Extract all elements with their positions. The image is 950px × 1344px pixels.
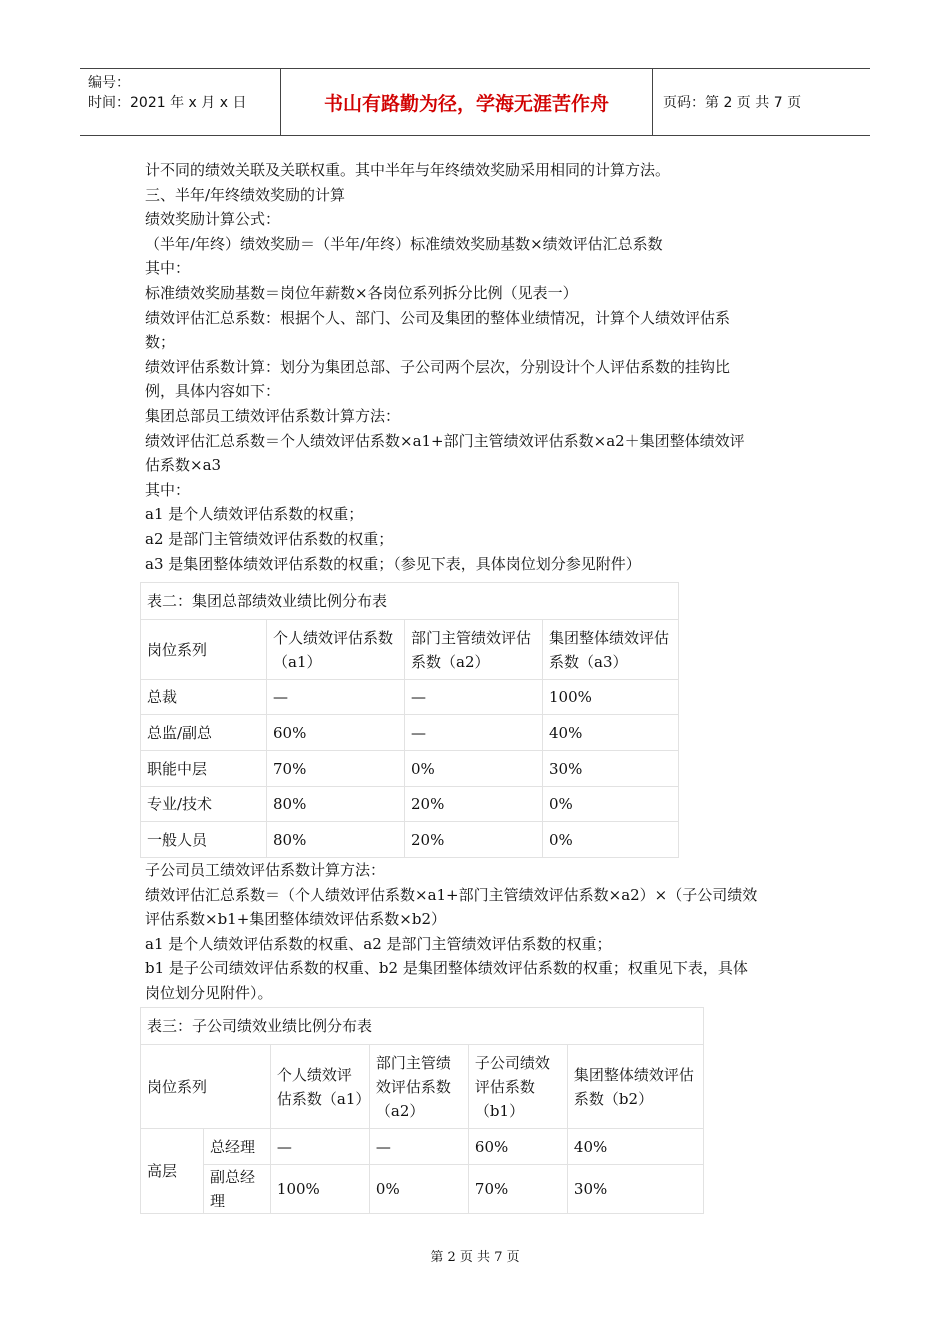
table-header-cell: 集团整体绩效评估系数（b2） <box>567 1045 703 1129</box>
table-cell: 80% <box>267 822 405 858</box>
table-cell: 80% <box>267 787 405 822</box>
table-row <box>141 822 679 858</box>
table-cell: 30% <box>567 1165 703 1214</box>
table-row <box>141 751 679 787</box>
table-cell: 60% <box>267 715 405 751</box>
number-label: 编号： <box>88 75 130 91</box>
table-row <box>141 1165 704 1214</box>
table-cell: 20% <box>405 787 543 822</box>
formula-line: 绩效评估汇总系数＝个人绩效评估系数×a1+部门主管绩效评估系数×a2＋集团整体绩效评 <box>145 431 745 450</box>
page-footer: 第 2 页 共 7 页 <box>430 1250 520 1265</box>
table-caption: 表三：子公司绩效业绩比例分布表 <box>141 1008 704 1045</box>
table-row <box>141 1129 704 1165</box>
table-cell: — <box>405 680 543 715</box>
table-cell: 0% <box>543 787 679 822</box>
paragraph-line: 数； <box>145 333 176 352</box>
paragraph-line: a1 是个人绩效评估系数的权重、a2 是部门主管绩效评估系数的权重； <box>145 934 612 953</box>
table-caption: 表二：集团总部绩效业绩比例分布表 <box>141 583 679 620</box>
table-cell: 100% <box>270 1165 369 1214</box>
formula-line: 标准绩效奖励基数＝岗位年薪数×各岗位系列拆分比例（见表一） <box>145 283 578 302</box>
table-cell: — <box>405 715 543 751</box>
paragraph-line: b1 是子公司绩效评估系数的权重、b2 是集团整体绩效评估系数的权重；权重见下表，具体 <box>145 959 748 978</box>
table-group-hq-ratio <box>140 582 679 858</box>
paragraph-line: 绩效评估系数计算：划分为集团总部、子公司两个层次，分别设计个人评估系数的挂钩比 <box>145 357 731 376</box>
table-row <box>141 787 679 822</box>
table-cell: 100% <box>543 680 679 715</box>
paragraph-line: a3 是集团整体绩效评估系数的权重；（参见下表，具体岗位划分参见附件） <box>145 554 641 573</box>
table-cell: 副总经理 <box>204 1165 271 1214</box>
table-cell: 一般人员 <box>141 822 267 858</box>
section-heading: 三、半年/年终绩效奖励的计算 <box>145 185 346 204</box>
table-cell: 职能中层 <box>141 751 267 787</box>
paragraph-line: 其中： <box>145 480 191 499</box>
table-header-cell: 岗位系列 <box>141 620 267 680</box>
table-group-cell: 高层 <box>141 1129 204 1214</box>
header-page-info: 页码：第 2 页 共 7 页 <box>663 95 802 111</box>
body-text-2 <box>145 858 805 1006</box>
table-subsidiary-ratio <box>140 1007 704 1214</box>
table-header-cell: 部门主管绩效评估系数（a2） <box>405 620 543 680</box>
table-cell: — <box>270 1129 369 1165</box>
table-header-cell: 部门主管绩效评估系数（a2） <box>369 1045 468 1129</box>
paragraph-line: 例，具体内容如下： <box>145 382 281 401</box>
table-row <box>141 715 679 751</box>
formula-line: （半年/年终）绩效奖励＝（半年/年终）标准绩效奖励基数×绩效评估汇总系数 <box>145 234 663 253</box>
table-cell: 70% <box>468 1165 567 1214</box>
table-row <box>141 680 679 715</box>
table-header-cell: 个人绩效评估系数（a1） <box>270 1045 369 1129</box>
table-cell: 专业/技术 <box>141 787 267 822</box>
formula-line: 评估系数×b1+集团整体绩效评估系数×b2） <box>145 910 446 929</box>
table-cell: 0% <box>405 751 543 787</box>
paragraph-line: a2 是部门主管绩效评估系数的权重； <box>145 529 394 548</box>
table-cell: 20% <box>405 822 543 858</box>
table-cell: — <box>267 680 405 715</box>
paragraph-line: 计不同的绩效关联及关联权重。其中半年与年终绩效奖励采用相同的计算方法。 <box>145 161 671 179</box>
header-motto: 书山有路勤为径，学海无涯苦作舟 <box>281 69 653 135</box>
formula-line: 绩效评估汇总系数＝（个人绩效评估系数×a1+部门主管绩效评估系数×a2）×（子公司绩效 <box>145 885 758 904</box>
header-meta <box>80 69 281 135</box>
table-header-cell: 集团整体绩效评估系数（a3） <box>543 620 679 680</box>
paragraph-line: 岗位划分见附件）。 <box>145 983 273 1002</box>
body-text <box>145 158 805 576</box>
table-cell: 30% <box>543 751 679 787</box>
table-cell: 总经理 <box>204 1129 271 1165</box>
table-cell: 总裁 <box>141 680 267 715</box>
table-header-cell: 岗位系列 <box>141 1045 271 1129</box>
paragraph-line: 集团总部员工绩效评估系数计算方法： <box>145 406 401 425</box>
paragraph-line: 绩效奖励计算公式： <box>145 210 281 229</box>
paragraph-line: a1 是个人绩效评估系数的权重； <box>145 505 364 524</box>
formula-line: 估系数×a3 <box>145 456 222 475</box>
time-label: 时间：2021 年 x 月 x 日 <box>88 95 247 111</box>
document-header <box>80 68 870 136</box>
paragraph-line: 绩效评估汇总系数：根据个人、部门、公司及集团的整体业绩情况，计算个人绩效评估系 <box>145 308 731 327</box>
table-cell: 0% <box>369 1165 468 1214</box>
table-cell: 70% <box>267 751 405 787</box>
paragraph-line: 子公司员工绩效评估系数计算方法： <box>145 861 386 879</box>
table-cell: 60% <box>468 1129 567 1165</box>
paragraph-line: 其中： <box>145 259 191 278</box>
table-cell: 0% <box>543 822 679 858</box>
table-cell: 总监/副总 <box>141 715 267 751</box>
table-cell: 40% <box>567 1129 703 1165</box>
table-header-cell: 子公司绩效评估系数（b1） <box>468 1045 567 1129</box>
table-cell: — <box>369 1129 468 1165</box>
table-cell: 40% <box>543 715 679 751</box>
table-header-cell: 个人绩效评估系数（a1） <box>267 620 405 680</box>
